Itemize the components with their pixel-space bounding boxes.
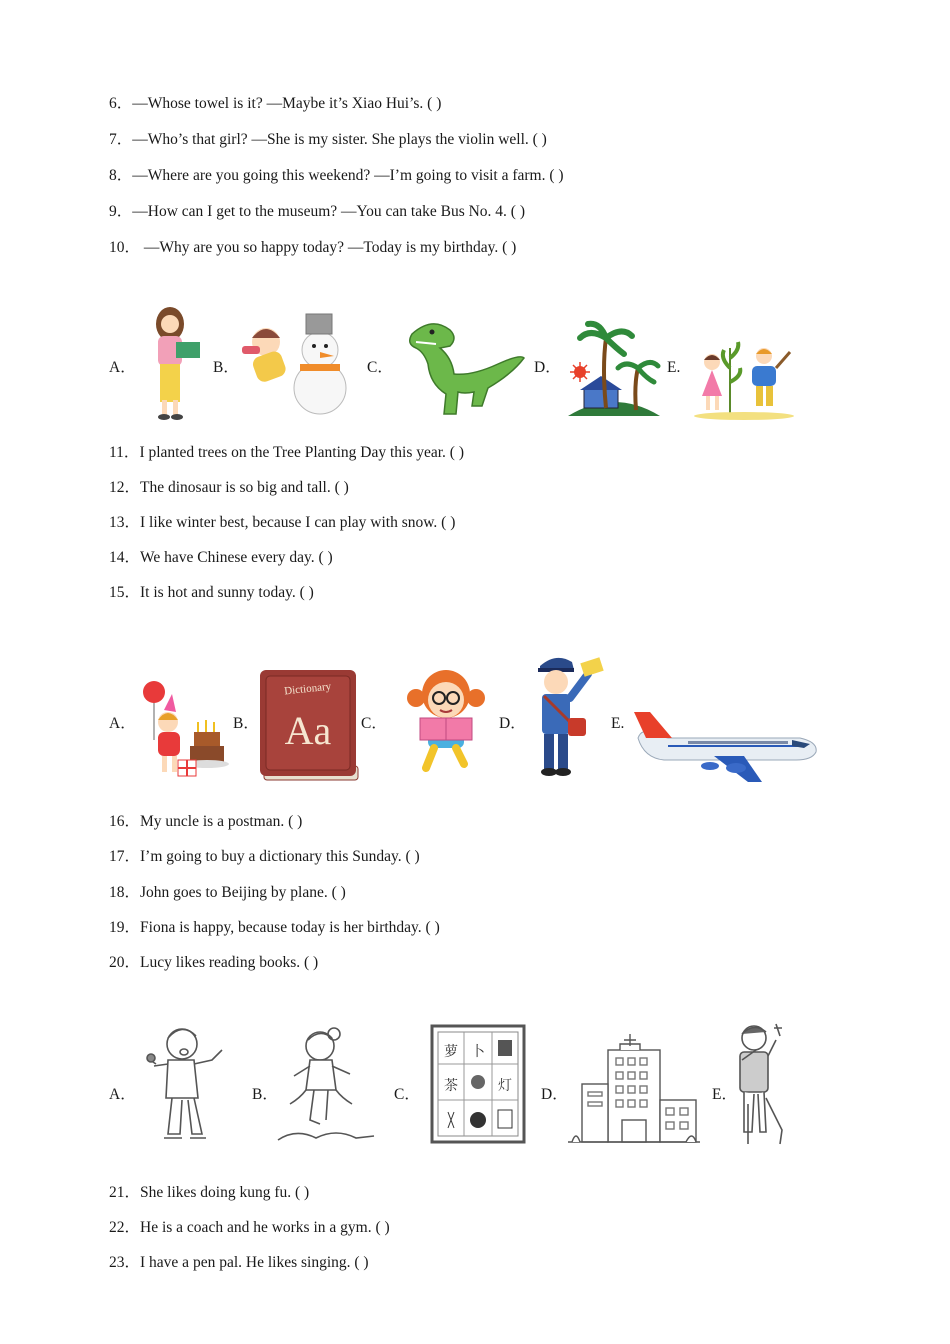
airplane-picture — [628, 708, 820, 784]
question-text: —Where are you going this weekend? —I’m going to visit a farm. ( ) — [132, 167, 564, 184]
option-label-b: B． — [213, 359, 239, 376]
painting-char-3: 茶 — [444, 1078, 458, 1094]
question-7 — [109, 130, 547, 150]
question-text: —How can I get to the museum? —You can take Bus No. 4. ( ) — [132, 203, 526, 220]
question-10 — [109, 238, 516, 258]
question-number: 14． — [109, 549, 141, 566]
question-number: 19． — [109, 919, 141, 936]
question-23 — [109, 1253, 369, 1273]
question-number: 7． — [109, 131, 133, 148]
dictionary-picture — [258, 666, 362, 784]
painting-char-4: 灯 — [498, 1078, 512, 1094]
question-12 — [109, 478, 349, 498]
question-17 — [109, 847, 420, 867]
question-number: 17． — [109, 848, 141, 865]
dinosaur-picture — [402, 314, 526, 420]
question-16 — [109, 812, 302, 832]
chinese-painting-picture — [430, 1024, 526, 1144]
question-19 — [109, 918, 440, 938]
question-text: I like winter best, because I can play with snow. ( ) — [140, 514, 456, 531]
question-number: 20． — [109, 954, 141, 971]
question-number: 15． — [109, 584, 141, 601]
question-22 — [109, 1218, 390, 1238]
question-number: 16． — [109, 813, 141, 830]
question-number: 18． — [109, 884, 141, 901]
boy-singing-picture — [142, 1020, 228, 1144]
question-text: It is hot and sunny today. ( ) — [140, 584, 314, 601]
option-label-e: E. — [667, 359, 681, 376]
question-text: The dinosaur is so big and tall. ( ) — [140, 479, 349, 496]
question-number: 23． — [109, 1254, 141, 1271]
dictionary-letters: Aa — [284, 708, 332, 753]
option-label-d: D． — [534, 359, 561, 376]
snowman-child-picture — [240, 308, 360, 416]
question-15 — [109, 583, 314, 603]
option-label-a: A． — [109, 359, 136, 376]
question-9 — [109, 202, 525, 222]
painting-char-2: 卜 — [471, 1044, 485, 1060]
question-text: My uncle is a postman. ( ) — [140, 813, 303, 830]
question-text: —Whose towel is it? —Maybe it’s Xiao Hui’s. ( ) — [132, 95, 442, 112]
question-13 — [109, 513, 455, 533]
postman-picture — [534, 652, 606, 778]
birthday-girl-picture — [138, 680, 230, 782]
option-label-e: E． — [712, 1086, 737, 1103]
coach-whistle-picture — [734, 1020, 786, 1146]
question-text: She likes doing kung fu. ( ) — [140, 1184, 310, 1201]
question-text: —Why are you so happy today? —Today is my birthday. ( ) — [140, 239, 517, 256]
question-number: 9． — [109, 203, 133, 220]
question-6 — [109, 94, 441, 114]
question-text: Fiona is happy, because today is her birthday. ( ) — [140, 919, 440, 936]
option-label-c: C． — [367, 359, 393, 376]
option-label-c: C． — [361, 715, 387, 732]
question-text: I’m going to buy a dictionary this Sunday. ( ) — [140, 848, 420, 865]
question-20 — [109, 953, 318, 973]
dictionary-title: Dictionary — [283, 680, 332, 698]
picture-row-4 — [0, 1018, 950, 1150]
question-text: Lucy likes reading books. ( ) — [140, 954, 319, 971]
question-number: 10． — [109, 239, 141, 256]
question-21 — [109, 1183, 309, 1203]
question-text: We have Chinese every day. ( ) — [140, 549, 333, 566]
option-label-d: D． — [499, 715, 526, 732]
question-text: John goes to Beijing by plane. ( ) — [140, 884, 346, 901]
question-number: 11． — [109, 444, 140, 461]
painting-char-1: 萝 — [444, 1044, 458, 1060]
planting-trees-picture — [690, 338, 798, 420]
question-8 — [109, 166, 564, 186]
question-number: 6． — [109, 95, 133, 112]
question-text: I have a pen pal. He likes singing. ( ) — [140, 1254, 369, 1271]
option-label-a: A． — [109, 1086, 136, 1103]
girl-kungfu-picture — [276, 1024, 376, 1146]
option-label-c: C． — [394, 1086, 420, 1103]
question-text: —Who’s that girl? —She is my sister. She plays the violin well. ( ) — [132, 131, 547, 148]
option-label-e: E. — [611, 715, 625, 732]
question-11 — [109, 443, 464, 463]
picture-row-2 — [0, 300, 950, 425]
option-label-a: A． — [109, 715, 136, 732]
question-text: He is a coach and he works in a gym. ( ) — [140, 1219, 390, 1236]
hospital-building-picture — [568, 1030, 700, 1146]
question-number: 22． — [109, 1219, 141, 1236]
picture-row-3 — [0, 650, 950, 790]
option-label-d: D． — [541, 1086, 568, 1103]
option-label-b: B． — [233, 715, 259, 732]
island-palm-picture — [566, 318, 662, 418]
question-18 — [109, 883, 346, 903]
question-number: 21． — [109, 1184, 141, 1201]
teacher-reading-picture — [146, 304, 208, 422]
question-14 — [109, 548, 333, 568]
question-number: 13． — [109, 514, 141, 531]
question-text: I planted trees on the Tree Planting Day this year. ( ) — [139, 444, 465, 461]
question-number: 12． — [109, 479, 141, 496]
girl-reading-picture — [402, 664, 494, 778]
question-number: 8． — [109, 167, 133, 184]
option-label-b: B． — [252, 1086, 278, 1103]
